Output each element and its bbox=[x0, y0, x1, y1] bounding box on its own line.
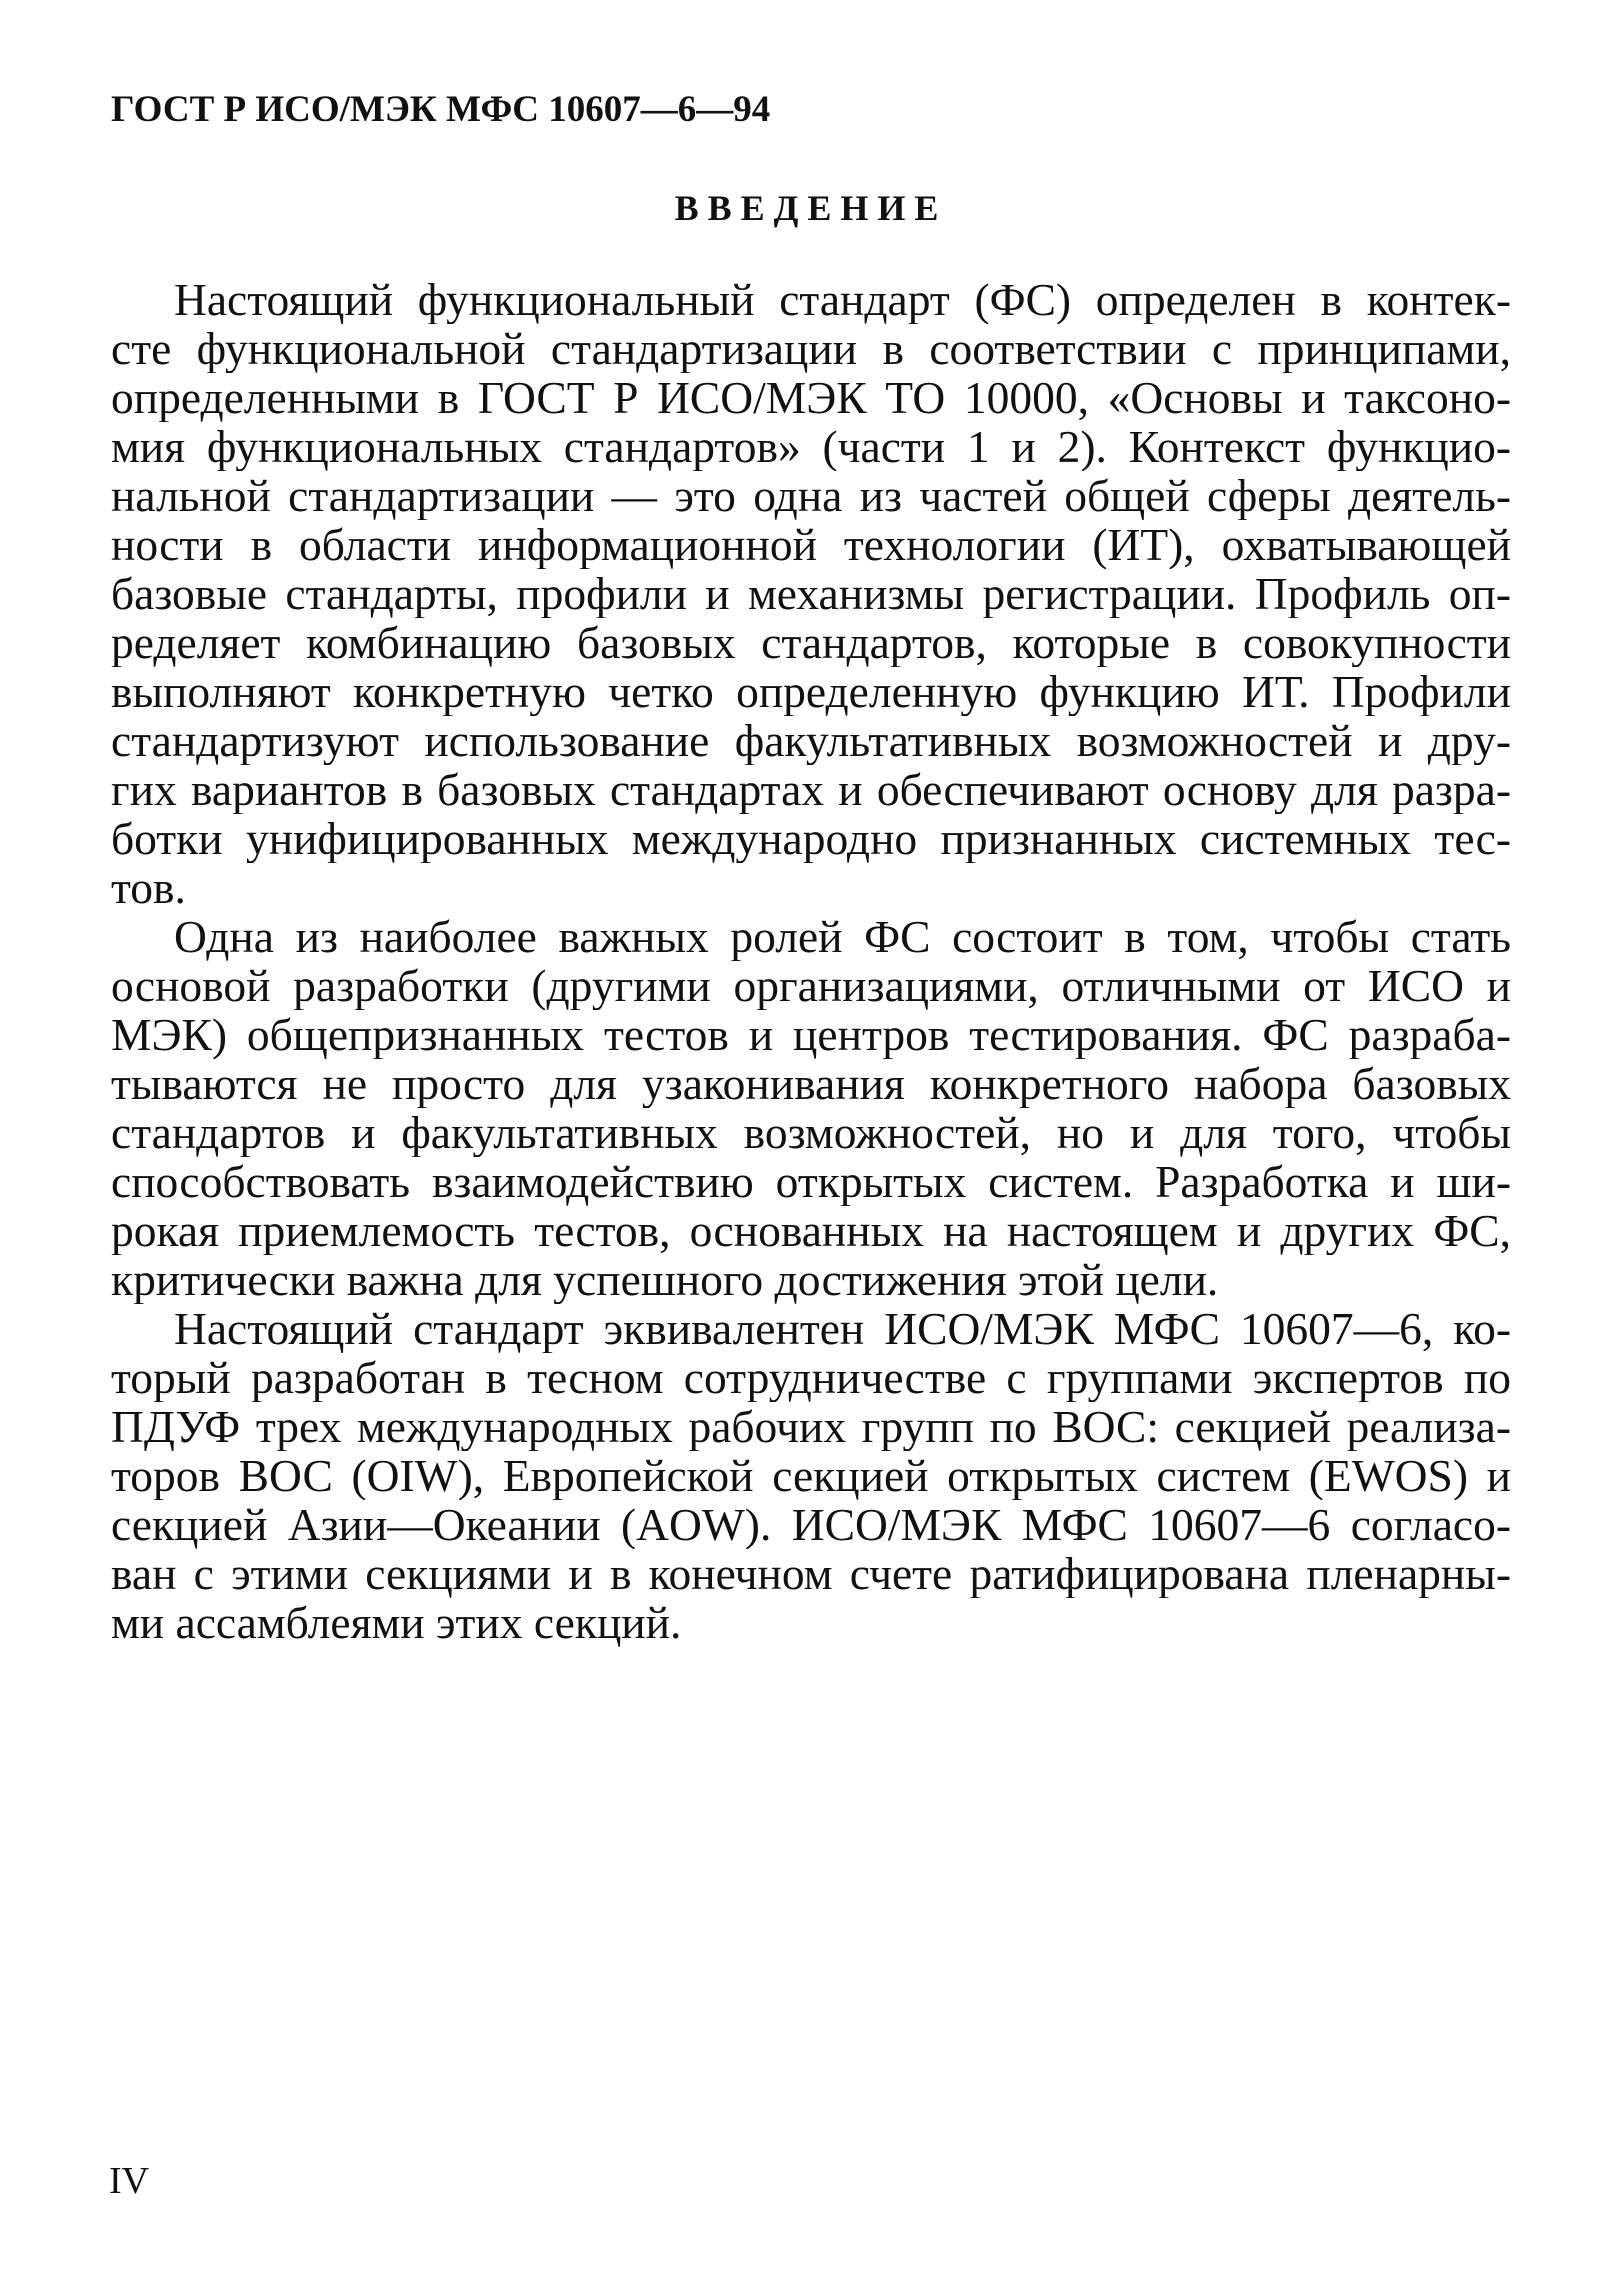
text-line: ван с этими секциями и в конечном счете ратифицирована пленарны- bbox=[111, 1549, 1511, 1598]
paragraph-2 bbox=[111, 912, 1511, 1304]
text-line: гих вариантов в базовых стандартах и обеспечивают основу для разра- bbox=[111, 765, 1511, 814]
running-header-designation: ГОСТ Р ИСО/МЭК МФС 10607—6—94 bbox=[111, 89, 771, 130]
text-line: МЭК) общепризнанных тестов и центров тестирования. ФС разраба- bbox=[111, 1010, 1511, 1059]
text-line: ботки унифицированных международно признанных системных тес- bbox=[111, 814, 1511, 863]
text-line: рокая приемлемость тестов, основанных на настоящем и других ФС, bbox=[111, 1206, 1511, 1255]
text-line: ности в области информационной технологии (ИТ), охватывающей bbox=[111, 520, 1511, 569]
body-text bbox=[111, 275, 1511, 1647]
text-line: нальной стандартизации — это одна из частей общей сферы деятель- bbox=[111, 471, 1511, 520]
text-line: ми ассамблеями этих секций. bbox=[111, 1598, 682, 1647]
text-line: выполняют конкретную четко определенную функцию ИТ. Профили bbox=[111, 667, 1511, 716]
text-line: Настоящий стандарт эквивалентен ИСО/МЭК МФС 10607—6, ко- bbox=[174, 1304, 1511, 1353]
text-line: ПДУФ трех международных рабочих групп по ВОС: секцией реализа- bbox=[111, 1402, 1511, 1451]
text-line: мия функциональных стандартов» (части 1 и 2). Контекст функцио- bbox=[111, 422, 1511, 471]
text-line: Одна из наиболее важных ролей ФС состоит в том, чтобы стать bbox=[174, 912, 1511, 961]
page-number: IV bbox=[109, 2160, 150, 2202]
text-line: торов ВОС (OIW), Европейской секцией открытых систем (EWOS) и bbox=[111, 1451, 1511, 1500]
text-line: Настоящий функциональный стандарт (ФС) определен в контек- bbox=[174, 275, 1511, 324]
text-line: стандартизуют использование факультативных возможностей и дру- bbox=[111, 716, 1511, 765]
text-line: ределяет комбинацию базовых стандартов, которые в совокупности bbox=[111, 618, 1511, 667]
text-line: тов. bbox=[111, 863, 186, 912]
text-line: сте функциональной стандартизации в соответствии с принципами, bbox=[111, 324, 1511, 373]
text-line: базовые стандарты, профили и механизмы регистрации. Профиль оп- bbox=[111, 569, 1511, 618]
text-line: критически важна для успешного достижения этой цели. bbox=[111, 1255, 1219, 1304]
paragraph-3 bbox=[111, 1304, 1511, 1647]
paragraph-1 bbox=[111, 275, 1511, 912]
text-line: способствовать взаимодействию открытых систем. Разработка и ши- bbox=[111, 1157, 1511, 1206]
text-line: тываются не просто для узаконивания конкретного набора базовых bbox=[111, 1059, 1511, 1108]
text-line: стандартов и факультативных возможностей, но и для того, чтобы bbox=[111, 1108, 1511, 1157]
section-title: ВВЕДЕНИЕ bbox=[674, 188, 948, 228]
text-line: секцией Азии—Океании (AOW). ИСО/МЭК МФС 10607—6 согласо- bbox=[111, 1500, 1511, 1549]
text-line: торый разработан в тесном сотрудничестве с группами экспертов по bbox=[111, 1353, 1511, 1402]
text-line: определенными в ГОСТ Р ИСО/МЭК ТО 10000, «Основы и таксоно- bbox=[111, 373, 1511, 422]
text-line: основой разработки (другими организациями, отличными от ИСО и bbox=[111, 961, 1511, 1010]
